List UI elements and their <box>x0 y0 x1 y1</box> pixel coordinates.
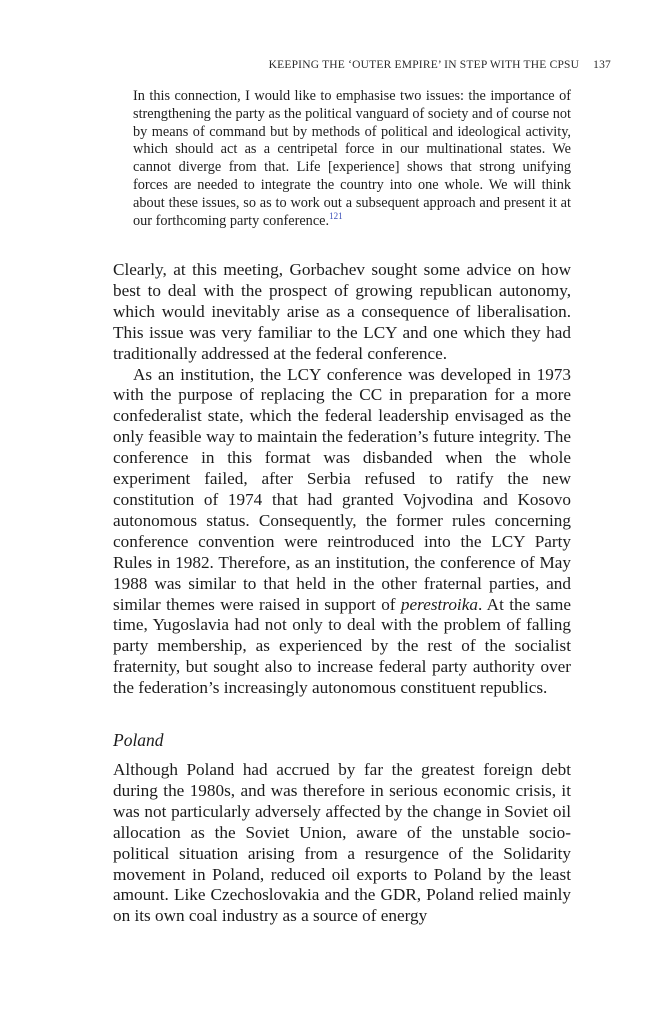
paragraph-text: Although Poland had accrued by far the greatest foreign debt during the 1980s, and was therefore in serious economic crisis, it was not particularly adversely affected by the change in Soviet oil allocation as the Soviet Union, aware of the unstable socio-political situation arising from a resurgence of the Solidarity movement in Poland, reduced oil exports to Poland by the least amount. Like Czechoslovakia and the GDR, Poland relied mainly on its own coal industry as a source of energy <box>113 760 571 926</box>
italic-term: perestroika <box>400 594 478 614</box>
quote-text: In this connection, I would like to emphasise two issues: the importance of strengthening the party as the political vanguard of society and of course not by means of command but by methods of political and ideological activity, which should act as a centripetal force in our multinational states. We cannot diverge from that. Life [experience] shows that strong unifying forces are needed to integrate the country into one whole. We will think about these issues, so as to work out a subsequent approach and present it at our forthcoming party conference. <box>133 88 571 229</box>
running-header <box>112 59 611 71</box>
paragraph-text: Clearly, at this meeting, Gorbachev sought some advice on how best to deal with the prospect of growing republican autonomy, which would inevitably arise as a consequence of liberalisation. This issue was very familiar to the LCY and one which they had traditionally addressed at the federal conference. <box>113 260 571 363</box>
paragraph <box>113 760 571 927</box>
paragraph <box>113 260 571 365</box>
section-yugoslavia-body <box>113 260 571 699</box>
paragraph-text: . At the same time, Yugoslavia had not only to deal with the problem of falling party membership, as experienced by the rest of the socialist fraternity, but sought also to increase federal party authority over the federation’s increasingly autonomous constituent republics. <box>113 594 571 698</box>
page-number: 137 <box>593 59 611 71</box>
block-quote <box>133 88 571 230</box>
running-title: KEEPING THE ‘OUTER EMPIRE’ IN STEP WITH THE CPSU <box>268 59 580 71</box>
paragraph <box>113 365 571 700</box>
section-heading: Poland <box>113 730 164 750</box>
section-poland-body <box>113 760 571 927</box>
footnote-ref-121[interactable]: 121 <box>329 210 343 221</box>
paragraph-text: As an institution, the LCY conference was developed in 1973 with the purpose of replacing the CC in preparation for a more confederalist state, which the federal leadership envisaged as the only feasible way to maintain the federation’s future integrity. The conference in this format was disbanded when the whole experiment failed, after Serbia refused to ratify the new constitution of 1974 that had granted Vojvodina and Kosovo autonomous status. Consequently, the former rules concerning conference convention were reintroduced into the LCY Party Rules in 1982. Therefore, as an institution, the conference of May 1988 was similar to that held in the other fraternal parties, and similar themes were raised in support of <box>113 364 571 614</box>
